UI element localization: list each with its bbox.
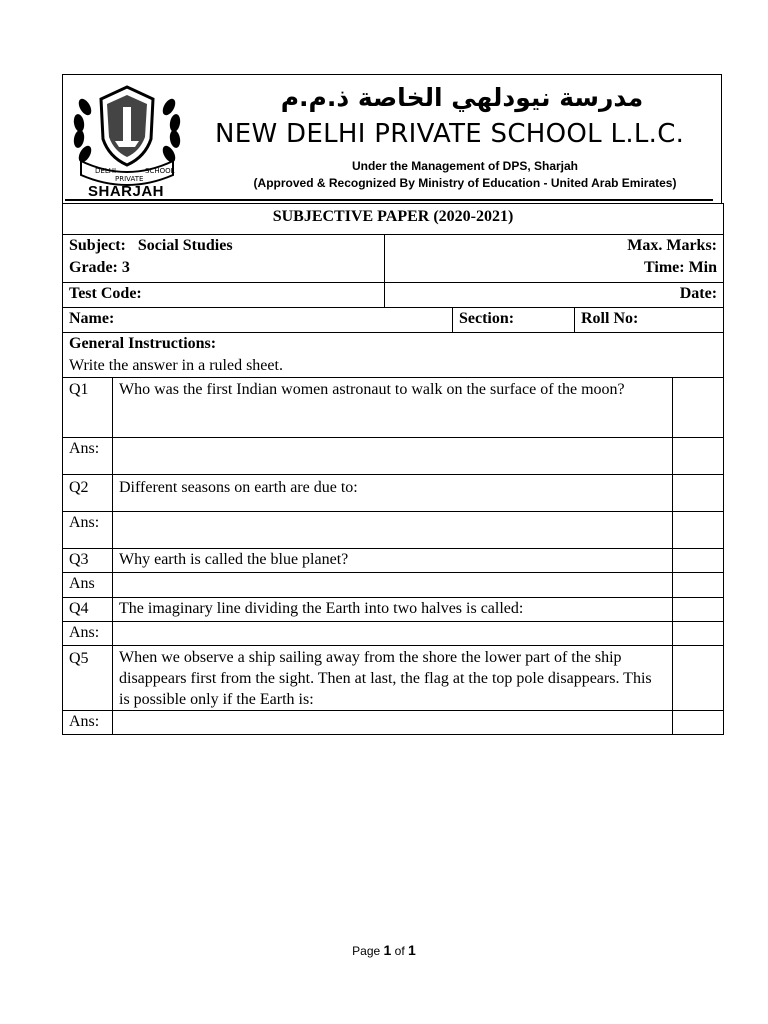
- question-number: Q3: [63, 549, 113, 573]
- school-header: [62, 74, 722, 203]
- question-row: [63, 378, 724, 438]
- approval-line: (Approved & Recognized By Ministry of Education - United Arab Emirates): [253, 176, 677, 190]
- subject-grade-cell: [63, 235, 385, 283]
- question-number: Q2: [63, 475, 113, 512]
- school-name-arabic: مدرسة نيودلهي الخاصة ذ.م.م: [280, 83, 644, 112]
- marks-cell: [673, 646, 724, 711]
- question-row: [63, 598, 724, 622]
- answer-row: [63, 622, 724, 646]
- question-number: Q1: [63, 378, 113, 438]
- marks-cell: [673, 512, 724, 549]
- question-text: Who was the first Indian women astronaut to walk on the surface of the moon?: [113, 378, 673, 438]
- name-label: Name:: [63, 308, 453, 333]
- answer-label: Ans:: [63, 512, 113, 549]
- crest-text-right: SCHOOL: [145, 167, 175, 175]
- question-number: Q4: [63, 598, 113, 622]
- answer-cell: [113, 711, 673, 735]
- answer-row: [63, 438, 724, 475]
- question-row: [63, 646, 724, 711]
- answer-row: [63, 512, 724, 549]
- footer-total-pages: 1: [408, 942, 416, 958]
- crest-text-mid: PRIVATE: [115, 175, 144, 183]
- max-marks-label: Max. Marks:: [627, 237, 718, 254]
- answer-cell: [113, 512, 673, 549]
- answer-row: [63, 711, 724, 735]
- question-row: [63, 475, 724, 512]
- marks-cell: [673, 549, 724, 573]
- time-label: Time: Min: [643, 259, 718, 276]
- crest-text-left: DELHI: [95, 167, 117, 175]
- marks-cell: [673, 573, 724, 598]
- page-footer: [0, 942, 768, 958]
- instructions-cell: [63, 333, 724, 378]
- answer-label: Ans:: [63, 711, 113, 735]
- answer-label: Ans:: [63, 438, 113, 475]
- marks-time-cell: [385, 235, 724, 283]
- grade-label: Grade: 3: [69, 259, 130, 276]
- subject-value: Social Studies: [137, 237, 233, 254]
- answer-cell: [113, 438, 673, 475]
- instructions-text: Write the answer in a ruled sheet.: [69, 357, 283, 374]
- date-label: Date:: [385, 283, 724, 308]
- answer-cell: [113, 622, 673, 646]
- roll-no-label: Roll No:: [575, 308, 724, 333]
- answer-row: [63, 573, 724, 598]
- question-text: The imaginary line dividing the Earth into two halves is called:: [113, 598, 673, 622]
- marks-cell: [673, 378, 724, 438]
- exam-sheet: [62, 74, 722, 735]
- question-text: When we observe a ship sailing away from the shore the lower part of the ship disappears first from the sight. Then at last, the flag at the top pole disappears. This is possible only if the Earth is:: [113, 646, 673, 711]
- question-text: Why earth is called the blue planet?: [113, 549, 673, 573]
- test-code-label: Test Code:: [63, 283, 385, 308]
- footer-page-word: Page: [352, 944, 381, 958]
- answer-label: Ans:: [63, 622, 113, 646]
- footer-current-page: 1: [383, 942, 392, 958]
- marks-cell: [673, 622, 724, 646]
- subject-label: Subject:: [69, 237, 126, 254]
- answer-label: Ans: [63, 573, 113, 598]
- paper-title: SUBJECTIVE PAPER (2020-2021): [63, 204, 724, 235]
- instructions-heading: General Instructions:: [69, 335, 217, 352]
- marks-cell: [673, 438, 724, 475]
- marks-cell: [673, 711, 724, 735]
- section-label: Section:: [453, 308, 575, 333]
- crest-location: SHARJAH: [87, 183, 164, 200]
- question-row: [63, 549, 724, 573]
- marks-cell: [673, 475, 724, 512]
- exam-table: [62, 203, 724, 735]
- question-number: Q5: [63, 646, 113, 711]
- footer-of-word: of: [394, 944, 405, 958]
- answer-cell: [113, 573, 673, 598]
- marks-cell: [673, 598, 724, 622]
- header-rule: [65, 199, 713, 201]
- management-line: Under the Management of DPS, Sharjah: [351, 159, 579, 173]
- question-text: Different seasons on earth are due to:: [113, 475, 673, 512]
- school-name: NEW DELHI PRIVATE SCHOOL L.L.C.: [215, 119, 685, 149]
